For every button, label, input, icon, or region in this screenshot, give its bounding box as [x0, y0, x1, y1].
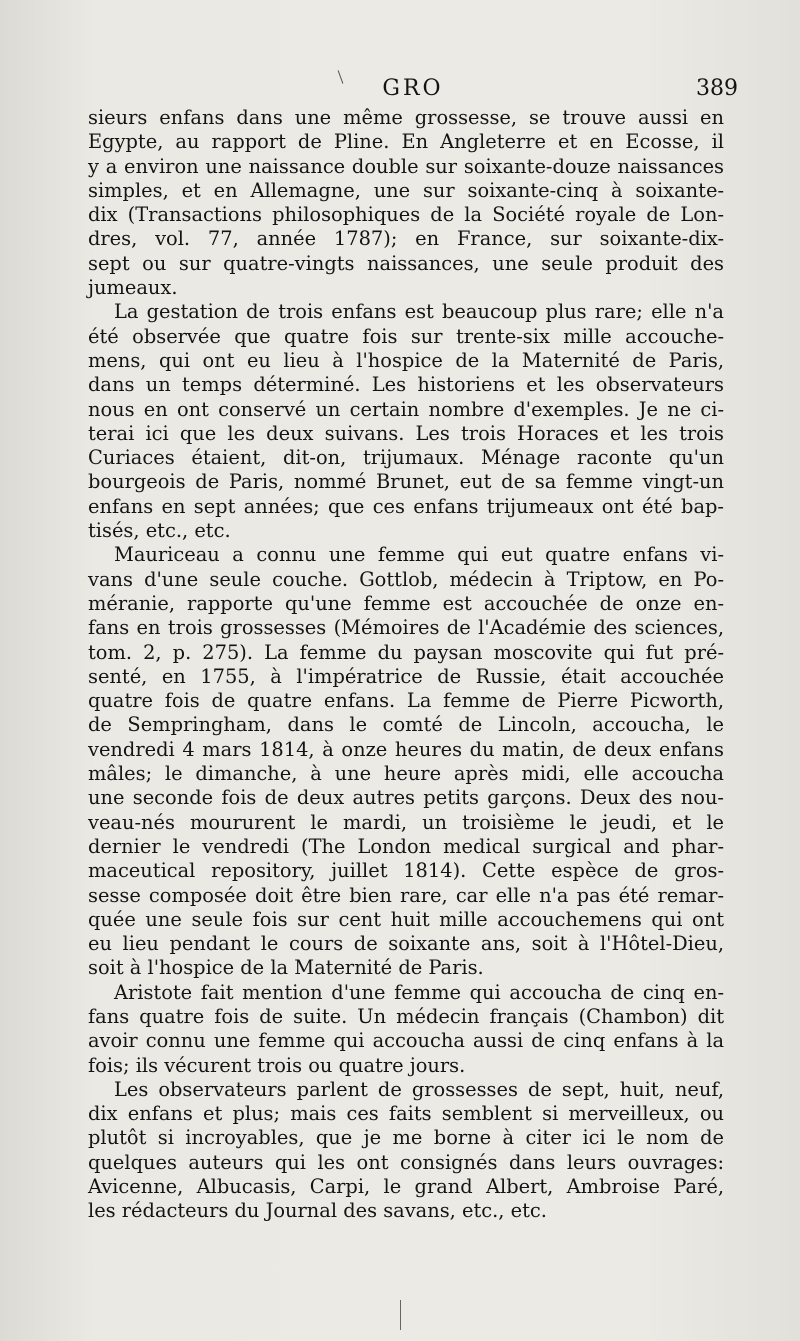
text-line: plutôt si incroyables, que je me borne à citer ici le nom de — [88, 1126, 724, 1150]
text-line: avoir connu une femme qui accoucha aussi de cinq enfans à la — [88, 1029, 724, 1053]
text-line: Aristote fait mention d'une femme qui accoucha de cinq en- — [114, 980, 724, 1004]
text-line: senté, en 1755, à l'impératrice de Russie, était accouchée — [88, 664, 724, 688]
text-line: nous en ont conservé un certain nombre d'exemples. Je ne ci- — [88, 397, 724, 421]
text-line: dix enfans et plus; mais ces faits semblent si merveilleux, ou — [88, 1102, 724, 1126]
text-line: Les observateurs parlent de grossesses de sept, huit, neuf, — [114, 1077, 724, 1101]
text-line: terai ici que les deux suivans. Les trois Horaces et les trois — [88, 421, 724, 445]
text-line: fois; ils vécurent trois ou quatre jours. — [88, 1053, 466, 1077]
gutter-mark — [400, 1300, 401, 1330]
text-line: dernier le vendredi (The London medical surgical and phar- — [88, 834, 724, 858]
text-line: de Sempringham, dans le comté de Lincoln, accoucha, le — [88, 713, 724, 737]
text-line: Curiaces étaient, dit-on, trijumaux. Ménage raconte qu'un — [88, 446, 724, 470]
text-line: quée une seule fois sur cent huit mille accouchemens qui ont — [88, 907, 724, 931]
text-line: sept ou sur quatre-vingts naissances, une seule produit des — [88, 251, 724, 275]
text-line: dres, vol. 77, année 1787); en France, sur soixante-dix- — [88, 227, 724, 251]
body-text — [88, 106, 724, 1224]
text-line: veau-nés moururent le mardi, un troisième le jeudi, et le — [88, 810, 724, 834]
text-line: Avicenne, Albucasis, Carpi, le grand Albert, Ambroise Paré, — [88, 1175, 724, 1199]
text-line: dix (Transactions philosophiques de la Société royale de Lon- — [88, 203, 724, 227]
running-header — [88, 76, 738, 106]
text-line: fans en trois grossesses (Mémoires de l'Académie des sciences, — [88, 616, 724, 640]
text-line: tom. 2, p. 275). La femme du paysan moscovite qui fut pré- — [88, 640, 724, 664]
text-line: vendredi 4 mars 1814, à onze heures du matin, de deux enfans — [88, 737, 724, 761]
text-line: jumeaux. — [88, 276, 178, 300]
text-line: maceutical repository, juillet 1814). Cette espèce de gros- — [88, 859, 724, 883]
text-line: y a environ une naissance double sur soixante-douze naissances — [88, 154, 724, 178]
text-line: eu lieu pendant le cours de soixante ans, soit à l'Hôtel-Dieu, — [88, 932, 724, 956]
text-line: dans un temps déterminé. Les historiens et les observateurs — [88, 373, 724, 397]
text-line: sesse composée doit être bien rare, car elle n'a pas été remar- — [88, 883, 724, 907]
text-line: une seconde fois de deux autres petits garçons. Deux des nou- — [88, 786, 724, 810]
page-number: 389 — [696, 76, 738, 101]
text-line: Egypte, au rapport de Pline. En Angleterre et en Ecosse, il — [88, 130, 724, 154]
text-line: méranie, rapporte qu'une femme est accouchée de onze en- — [88, 591, 724, 615]
text-line: mâles; le dimanche, à une heure après midi, elle accoucha — [88, 762, 724, 786]
text-line: quatre fois de quatre enfans. La femme de Pierre Picworth, — [88, 689, 724, 713]
text-line: bourgeois de Paris, nommé Brunet, eut de sa femme vingt-un — [88, 470, 724, 494]
text-line: enfans en sept années; que ces enfans trijumeaux ont été bap- — [88, 494, 724, 518]
text-line: La gestation de trois enfans est beaucoup plus rare; elle n'a — [114, 300, 724, 324]
text-line: les rédacteurs du Journal des savans, etc., etc. — [88, 1199, 547, 1223]
header-title: GRO — [382, 76, 444, 101]
text-line: mens, qui ont eu lieu à l'hospice de la Maternité de Paris, — [88, 348, 724, 372]
text-line: quelques auteurs qui les ont consignés dans leurs ouvrages: — [88, 1150, 724, 1174]
text-line: vans d'une seule couche. Gottlob, médecin à Triptow, en Po- — [88, 567, 724, 591]
text-line: soit à l'hospice de la Maternité de Paris. — [88, 956, 484, 980]
text-line: tisés, etc., etc. — [88, 519, 231, 543]
text-line: été observée que quatre fois sur trente-six mille accouche- — [88, 324, 724, 348]
text-line: simples, et en Allemagne, une sur soixante-cinq à soixante- — [88, 178, 724, 202]
text-line: sieurs enfans dans une même grossesse, se trouve aussi en — [88, 106, 724, 129]
text-line: fans quatre fois de suite. Un médecin français (Chambon) dit — [88, 1004, 724, 1028]
text-line: Mauriceau a connu une femme qui eut quatre enfans vi- — [114, 543, 724, 567]
